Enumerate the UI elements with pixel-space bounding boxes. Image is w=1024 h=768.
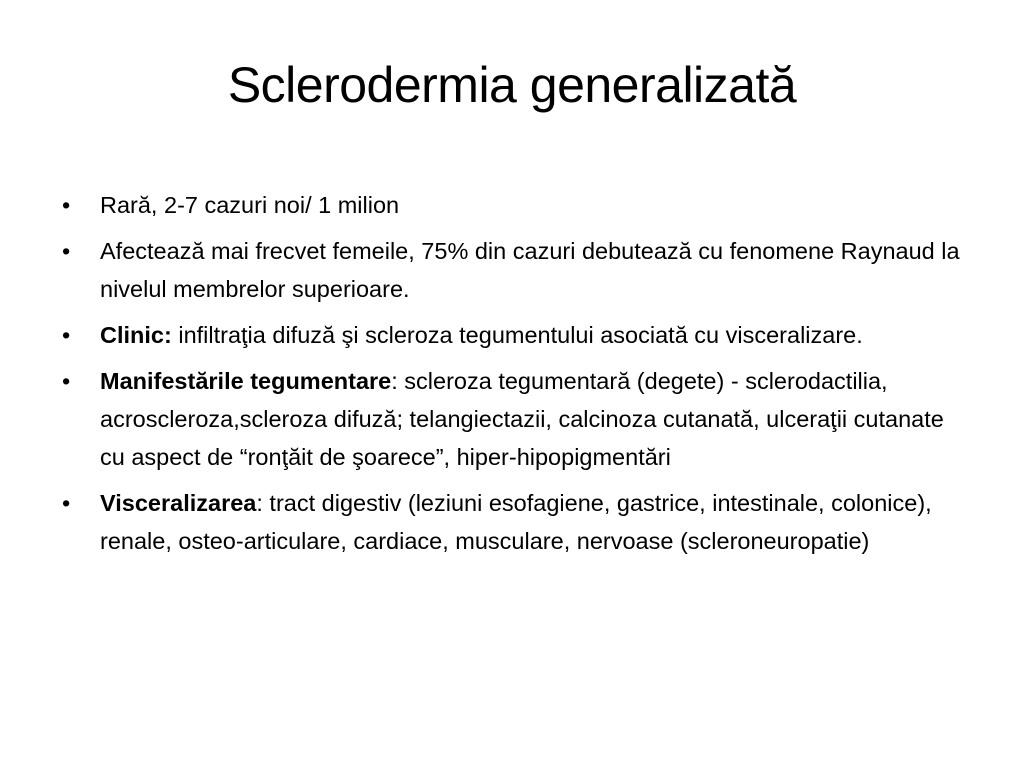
bullet-text: : tract digestiv (leziuni esofagiene, gastrice, intestinale, colonice), renale, osteo-articulare, cardiace, musculare, nervoase (scleroneuropatie)	[100, 490, 932, 554]
bullet-icon: •	[62, 368, 71, 394]
bullet-item-clinic	[62, 316, 972, 354]
bullet-icon: •	[62, 192, 71, 218]
bullet-text: infiltraţia difuză şi scleroza tegumentului asociată cu visceralizare.	[171, 322, 863, 348]
slide-title: Sclerodermia generalizată	[227, 57, 797, 113]
bullet-text: Rară, 2-7 cazuri noi/ 1 milion	[100, 192, 400, 218]
bullet-icon: •	[62, 238, 71, 264]
bullet-item-visceral	[62, 484, 972, 560]
bullet-bold-text: Visceralizarea	[100, 490, 257, 516]
bullet-item-affected	[62, 232, 972, 308]
bullet-item-rarity	[62, 186, 972, 224]
bullet-bold-text: Clinic:	[100, 322, 172, 348]
bullet-text: : scleroza tegumentară (degete) - sclerodactilia, acroscleroza,scleroza difuză; telangiectazii, calcinoza cutanată, ulceraţii cutanate cu aspect de “ronţăit de şoarece”, hiper-hipopigmentări	[100, 368, 944, 470]
bullet-list	[62, 186, 972, 568]
bullet-icon: •	[62, 490, 71, 516]
bullet-item-skin	[62, 362, 972, 476]
bullet-bold-text: Manifestările tegumentare	[100, 368, 392, 394]
bullet-text: Afectează mai frecvet femeile, 75% din cazuri debutează cu fenomene Raynaud la nivelul membrelor superioare.	[100, 238, 960, 302]
bullet-icon: •	[62, 322, 71, 348]
